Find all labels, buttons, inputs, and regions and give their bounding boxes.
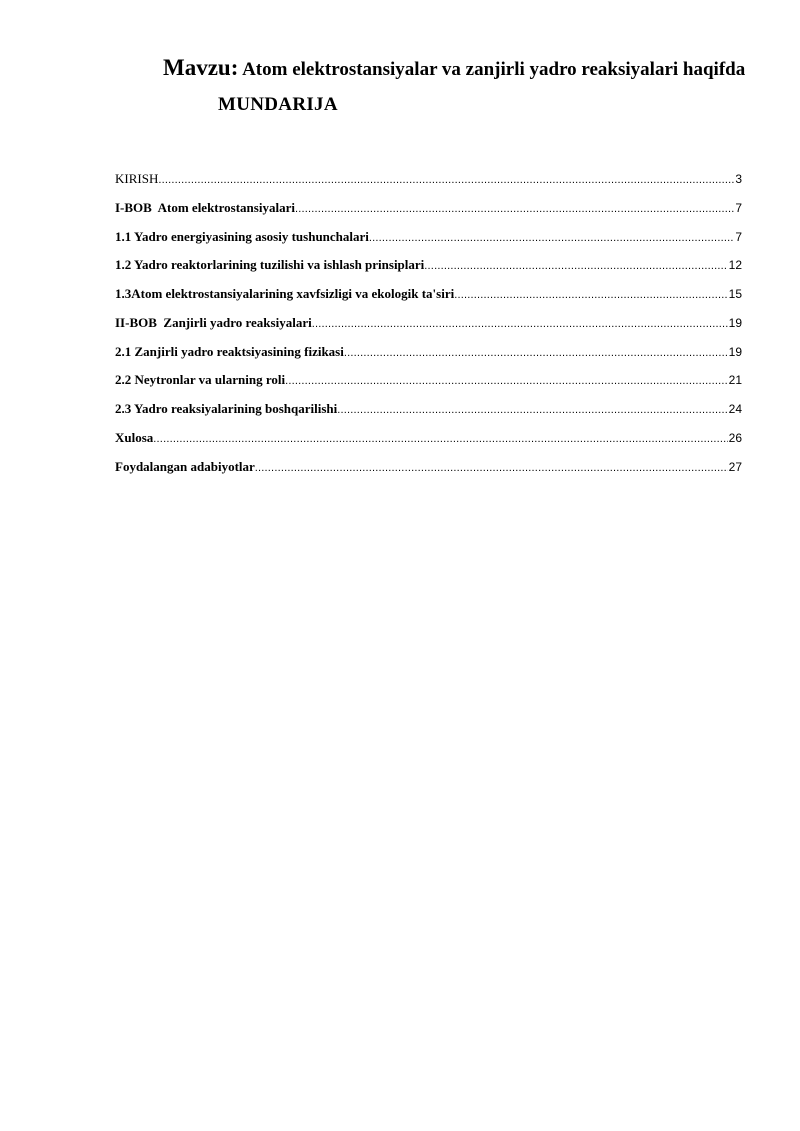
toc-entry-label: 2.3 Yadro reaksiyalarining boshqarilishi — [115, 401, 338, 416]
toc-entry-page-number: 7 — [735, 200, 742, 215]
toc-entry-label: 2.2 Neytronlar va ularning roli — [115, 372, 286, 388]
toc-entry-label: 1.1 Yadro energiyasining asosiy tushunchalari — [115, 228, 369, 244]
toc-entry-label: 1.2 Yadro reaktorlarining tuzilishi va ishlash prinsiplari — [115, 257, 425, 273]
toc-entry[interactable] — [115, 197, 742, 226]
toc-entry-page-number: 26 — [728, 430, 742, 445]
toc-entry-page-number: 3 — [735, 172, 742, 186]
toc-entry-label: II-BOB Zanjirli yadro reaksiyalari — [115, 314, 312, 330]
toc-dot-leader — [158, 169, 734, 191]
toc-dot-leader — [312, 313, 728, 335]
toc-entry-page-number: 7 — [735, 229, 742, 244]
toc-entry[interactable] — [115, 312, 742, 341]
toc-dot-leader — [337, 399, 727, 421]
toc-dot-leader — [344, 342, 728, 364]
toc-entry[interactable] — [115, 254, 742, 283]
title-text: Atom elektrostansiyalar va zanjirli yadro reaksiyalari haqifda — [238, 59, 746, 80]
toc-entry-page-number: 21 — [728, 373, 742, 388]
title-prefix: Mavzu: — [163, 55, 239, 80]
toc-entry[interactable] — [115, 398, 742, 427]
toc-dot-leader — [295, 198, 734, 220]
toc-entry[interactable] — [115, 427, 742, 456]
toc-heading: MUNDARIJA — [218, 94, 338, 115]
toc-entry-page-number: 19 — [728, 344, 742, 359]
toc-entry-label: 2.1 Zanjirli yadro reaktsiyasining fizikasi — [115, 343, 344, 359]
toc-entry-label: I-BOB Atom elektrostansiyalari — [115, 199, 295, 215]
toc-entry-page-number: 15 — [728, 287, 742, 301]
toc-entry-page-number: 19 — [728, 315, 742, 330]
toc-entry[interactable] — [115, 226, 742, 255]
toc-entry-label: Foydalangan adabiyotlar — [115, 458, 255, 474]
toc-entry-page-number: 27 — [728, 459, 742, 474]
toc-entry[interactable] — [115, 456, 742, 485]
toc-entry-page-number: 12 — [728, 258, 742, 273]
document-title — [163, 54, 745, 84]
toc-dot-leader — [153, 428, 727, 450]
toc-entry[interactable] — [115, 341, 742, 370]
toc-dot-leader — [424, 255, 727, 277]
toc-entry-page-number: 24 — [728, 402, 742, 416]
toc-entry-label: 1.3Atom elektrostansiyalarining xavfsizligi va ekologik ta'siri — [115, 286, 455, 301]
toc-dot-leader — [255, 457, 728, 479]
toc-entry[interactable] — [115, 168, 742, 197]
toc-dot-leader — [285, 370, 728, 392]
toc-entry[interactable] — [115, 369, 742, 398]
toc-dot-leader — [454, 284, 727, 306]
toc-dot-leader — [369, 227, 734, 249]
toc-entry-label: Xulosa — [115, 429, 154, 445]
table-of-contents — [115, 168, 742, 484]
toc-entry[interactable] — [115, 283, 742, 312]
toc-entry-label: KIRISH — [115, 171, 159, 186]
